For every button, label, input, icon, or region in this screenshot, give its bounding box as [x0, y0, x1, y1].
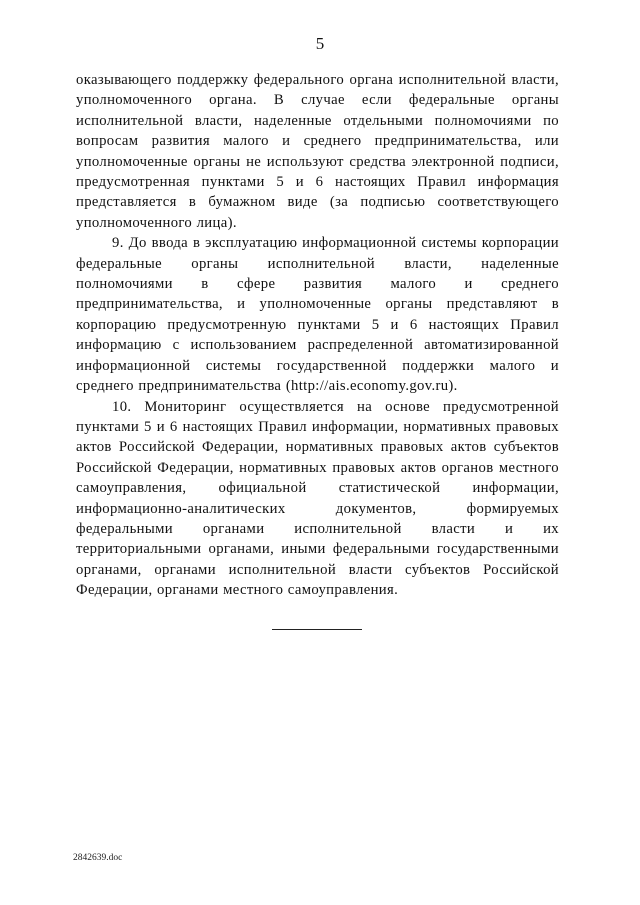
footer-document-id: 2842639.doc	[73, 853, 123, 863]
paragraph-item-10: 10. Мониторинг осуществляется на основе предусмотренной пунктами 5 и 6 настоящих Правил информации, нормативных правовых актов Российской Федерации, нормативных правовых актов субъектов Российской Федерации, нормативных правовых актов органов местного самоуправления, официальной статистической информации, информационно-аналитических документов, формируемых федеральными органами исполнительной власти и их территориальными органами, иными федеральными государственными органами, органами исполнительной власти субъектов Российской Федерации, органами местного самоуправления.	[76, 398, 559, 599]
paragraph-item-9: 9. До ввода в эксплуатацию информационной системы корпорации федеральные органы исполнительной власти, наделенные полномочиями в сфере развития малого и среднего предпринимательства, и уполномоченные органы представляют в корпорацию предусмотренную пунктами 5 и 6 настоящих Правил информацию с использованием распределенной автоматизированной информационной системы государственной поддержки малого и среднего предпринимательства (http://ais.economy.gov.ru).	[76, 235, 559, 395]
page-number: 5	[315, 34, 325, 53]
document-body	[76, 70, 559, 601]
paragraph-continuation: оказывающего поддержку федерального органа исполнительной власти, уполномоченного органа. В случае если федеральные органы исполнительной власти, наделенные отдельными полномочиями по вопросам развития малого и среднего предпринимательства, или уполномоченные органы не используют средства электронной подписи, предусмотренная пунктами 5 и 6 настоящих Правил информация представляется в бумажном виде (за подписью соответствующего уполномоченного лица).	[76, 72, 559, 231]
end-separator-line	[272, 629, 362, 630]
